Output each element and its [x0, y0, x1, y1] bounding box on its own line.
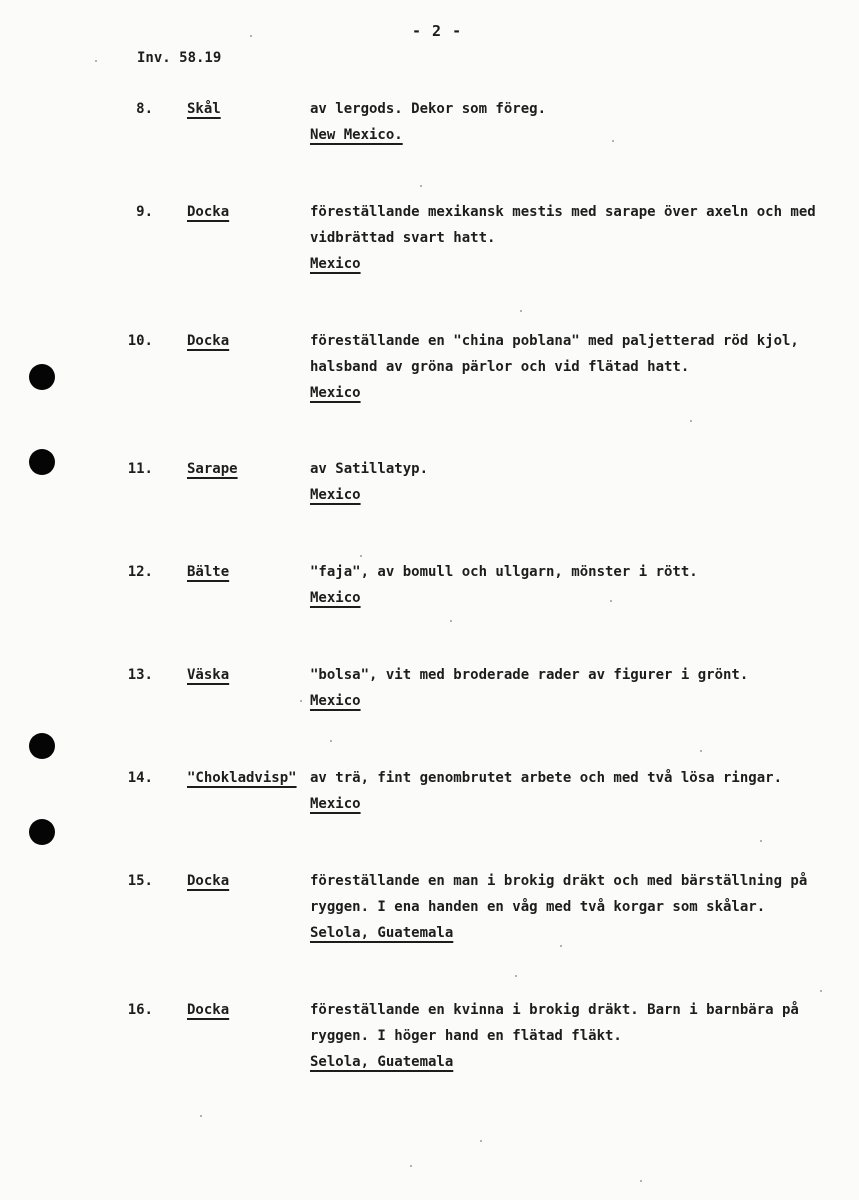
entry-description — [310, 328, 840, 406]
entry-object-name: Docka — [187, 873, 230, 889]
entry-number: 15. — [127, 873, 153, 889]
entry-object-name: Skål — [187, 101, 221, 117]
description-line: ryggen. I ena handen en våg med två korgar som skålar. — [310, 899, 766, 915]
scan-speck — [520, 310, 522, 312]
punch-hole — [29, 364, 55, 390]
scan-speck — [820, 990, 822, 992]
scan-speck — [330, 740, 332, 742]
inventory-number: Inv. 58.19 — [137, 50, 222, 66]
scan-speck — [640, 1180, 642, 1182]
entry-object-name: Docka — [187, 333, 230, 349]
entry-provenance: Mexico — [310, 487, 361, 503]
entry-number: 13. — [127, 667, 153, 683]
entry-description — [310, 559, 840, 611]
entry-description — [310, 456, 840, 508]
entry-number: 8. — [136, 101, 153, 117]
punch-hole — [29, 449, 55, 475]
scan-speck — [612, 140, 614, 142]
entry-provenance: Selola, Guatemala — [310, 925, 454, 941]
scan-speck — [410, 1165, 412, 1167]
scan-speck — [200, 1115, 202, 1117]
entry-number: 12. — [127, 564, 153, 580]
description-line: ryggen. I höger hand en flätad fläkt. — [310, 1028, 622, 1044]
entry-object-name: Väska — [187, 667, 230, 683]
entry-number: 9. — [136, 204, 153, 220]
scan-speck — [360, 555, 362, 557]
description-line: av lergods. Dekor som föreg. — [310, 101, 547, 117]
punch-hole — [29, 733, 55, 759]
entry-object-name: Bälte — [187, 564, 230, 580]
scan-speck — [515, 975, 517, 977]
entry-description — [310, 997, 840, 1075]
description-line: föreställande en "china poblana" med paljetterad röd kjol, — [310, 333, 799, 349]
scan-speck — [250, 35, 252, 37]
description-line: av trä, fint genombrutet arbete och med två lösa ringar. — [310, 770, 783, 786]
entry-description — [310, 662, 840, 714]
entry-object-name: "Chokladvisp" — [187, 770, 297, 786]
description-line: föreställande en kvinna i brokig dräkt. Barn i barnbära på — [310, 1002, 799, 1018]
scan-speck — [700, 750, 702, 752]
entry-description — [310, 765, 840, 817]
scan-speck — [690, 420, 692, 422]
scan-speck — [95, 60, 97, 62]
entry-provenance: Mexico — [310, 796, 361, 812]
scan-speck — [450, 620, 452, 622]
scan-speck — [300, 700, 302, 702]
scan-speck — [560, 945, 562, 947]
description-line: av Satillatyp. — [310, 461, 429, 477]
entry-provenance: Mexico — [310, 385, 361, 401]
entry-number: 10. — [127, 333, 153, 349]
description-line: föreställande mexikansk mestis med sarape över axeln och med — [310, 204, 816, 220]
entry-number: 14. — [127, 770, 153, 786]
scan-speck — [610, 600, 612, 602]
entry-object-name: Docka — [187, 1002, 230, 1018]
entry-description — [310, 96, 840, 148]
scan-speck — [420, 185, 422, 187]
scan-speck — [480, 1140, 482, 1142]
entry-provenance: Mexico — [310, 256, 361, 272]
description-line: halsband av gröna pärlor och vid flätad hatt. — [310, 359, 690, 375]
entry-number: 11. — [127, 461, 153, 477]
scan-speck — [760, 840, 762, 842]
description-line: "faja", av bomull och ullgarn, mönster i rött. — [310, 564, 698, 580]
description-line: "bolsa", vit med broderade rader av figurer i grönt. — [310, 667, 749, 683]
description-line: vidbrättad svart hatt. — [310, 230, 496, 246]
entry-provenance: New Mexico. — [310, 127, 403, 143]
entry-object-name: Sarape — [187, 461, 238, 477]
description-line: föreställande en man i brokig dräkt och med bärställning på — [310, 873, 808, 889]
entry-provenance: Mexico — [310, 590, 361, 606]
entry-number: 16. — [127, 1002, 153, 1018]
entry-provenance: Selola, Guatemala — [310, 1054, 454, 1070]
page-number: - 2 - — [412, 22, 463, 40]
punch-hole — [29, 819, 55, 845]
entry-provenance: Mexico — [310, 693, 361, 709]
entry-object-name: Docka — [187, 204, 230, 220]
entry-description — [310, 868, 840, 946]
entry-description — [310, 199, 840, 277]
